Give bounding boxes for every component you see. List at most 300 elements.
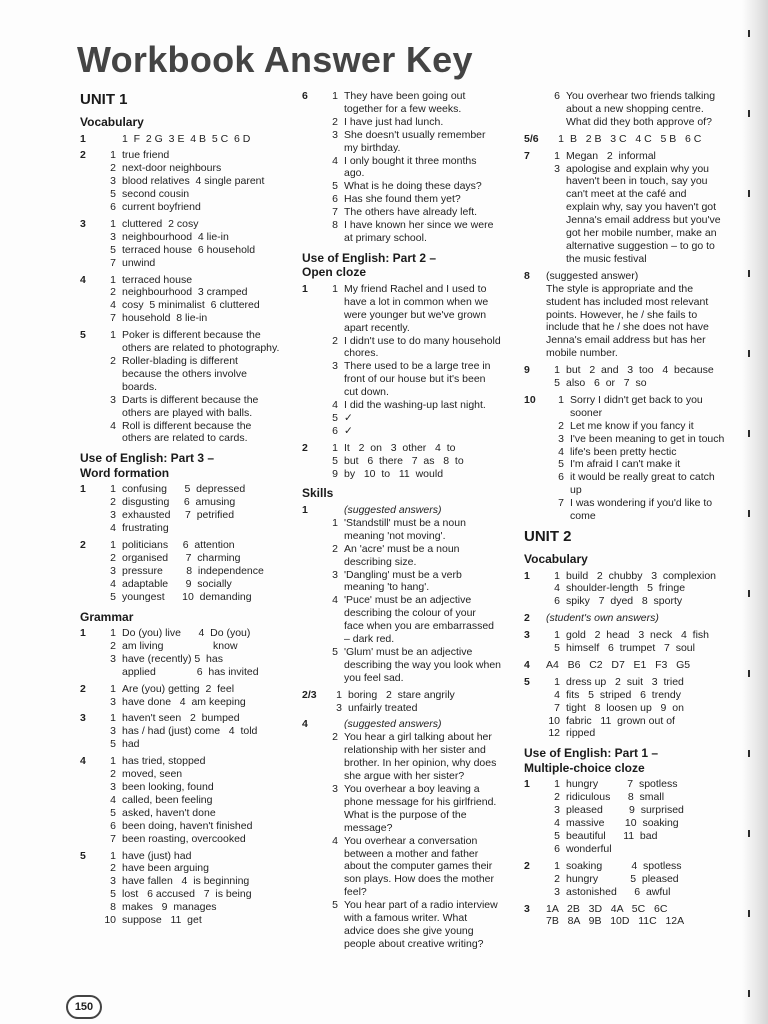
answer-text: Jenna's email address but you've — [566, 214, 721, 227]
answer-text: phone message for his girlfriend. — [344, 795, 497, 808]
answer-text: been doing, haven't finished — [122, 819, 253, 832]
item-number: 2 — [110, 496, 116, 509]
answer-line — [324, 296, 517, 309]
answer-line — [546, 629, 742, 642]
exercise — [80, 329, 295, 445]
answer-text: spiky 7 dyed 8 sporty — [566, 595, 683, 608]
answer-text: include that he / she does not have — [546, 321, 709, 334]
answer-line — [546, 659, 742, 672]
item-number: 3 — [110, 875, 116, 888]
answer-line — [546, 347, 742, 360]
item-number: 5 — [554, 377, 560, 390]
item-number: 6 — [332, 193, 338, 206]
answer-line — [550, 446, 742, 459]
answer-text: sooner — [570, 406, 603, 419]
exercise — [80, 539, 295, 604]
answer-line — [546, 201, 742, 214]
answer-text: apart recently. — [344, 321, 410, 334]
item-number: 7 — [110, 312, 116, 325]
exercise — [524, 778, 742, 855]
answer-text: can't meet at the café and — [566, 188, 687, 201]
answer-text: brother. In her opinion, why does — [344, 757, 497, 770]
binding-mark — [748, 750, 750, 757]
exercise-answers — [546, 570, 742, 609]
item-number: 1 — [554, 778, 560, 791]
item-number — [324, 103, 344, 116]
column-right — [524, 90, 742, 932]
exercise — [524, 612, 742, 625]
answer-line — [102, 725, 295, 738]
exercise-number: 2 — [80, 538, 86, 551]
answer-text: Sorry I didn't get back to you — [570, 393, 703, 406]
item-number: 1 — [332, 441, 338, 454]
item-number: 2 — [110, 862, 116, 875]
item-number — [324, 796, 344, 809]
answer-line — [102, 420, 295, 433]
answer-line — [102, 509, 295, 522]
answer-text: terraced house 6 household — [122, 243, 256, 256]
answer-line — [546, 715, 742, 728]
answer-text: I only bought it three months — [344, 154, 477, 167]
exercise-number: 3 — [80, 712, 86, 725]
answer-line — [546, 791, 742, 804]
answer-line — [546, 612, 742, 625]
answer-line — [324, 886, 517, 899]
answer-line — [324, 809, 517, 822]
answer-text: – dark red. — [344, 633, 395, 646]
section-heading: Grammar — [80, 609, 134, 624]
answer-text: I have known her since we were — [344, 219, 494, 232]
answer-text: 'Glum' must be an adjective — [344, 645, 473, 658]
answer-line — [546, 702, 742, 715]
answer-line — [324, 399, 517, 412]
item-number: 3 — [554, 804, 560, 817]
answer-line — [550, 484, 742, 497]
section-heading: Vocabulary — [80, 115, 144, 129]
exercise-answers — [546, 364, 742, 390]
item-number — [324, 886, 344, 899]
binding-mark — [748, 270, 750, 277]
answer-text: neighbourhood 4 lie-in — [122, 230, 229, 243]
item-number: 2 — [332, 542, 338, 555]
item-number: 6 — [110, 201, 116, 214]
answer-text: by 10 to 11 would — [344, 467, 444, 480]
exercise-number: 2 — [80, 682, 86, 695]
answer-text: disgusting 6 amusing — [122, 496, 236, 509]
answer-text: explain why, say you haven't got — [566, 201, 717, 214]
answer-text: Roller-blading is different — [122, 355, 238, 367]
item-number: 7 — [110, 832, 116, 845]
item-number: 4 — [554, 688, 560, 701]
answer-text: applied 6 has invited — [122, 665, 259, 678]
answer-line — [546, 582, 742, 595]
answer-line — [102, 286, 295, 299]
item-number: 3 — [554, 885, 560, 898]
answer-text: hungry 7 spotless — [566, 778, 678, 791]
answer-text: 'Dangling' must be a verb — [344, 568, 462, 581]
item-number: 2 — [332, 115, 338, 128]
item-number: 5 — [110, 806, 116, 819]
answer-line — [102, 162, 295, 175]
item-number: 3 — [332, 360, 338, 373]
answer-line — [546, 727, 742, 740]
answer-line — [102, 875, 295, 888]
answer-line — [550, 420, 742, 433]
answer-line — [324, 360, 517, 373]
answer-line — [324, 912, 517, 925]
answer-text: The others have already left. — [344, 206, 478, 219]
answer-line — [324, 504, 517, 517]
exercise-number: 2/3 — [302, 688, 317, 701]
answer-line — [546, 778, 742, 791]
answer-text: have (recently) 5 has — [122, 652, 223, 665]
item-number: 5 — [558, 458, 564, 471]
answer-text: cosy 5 minimalist 6 cluttered — [122, 299, 260, 312]
answer-text: has / had (just) come 4 told — [122, 725, 258, 738]
item-number: 5 — [554, 642, 560, 655]
item-number — [550, 484, 570, 497]
answer-text: ripped — [566, 727, 596, 740]
answer-text: You overhear two friends talking — [566, 90, 716, 102]
item-number: 3 — [110, 725, 116, 738]
answer-text: about a new shopping centre. — [566, 102, 704, 115]
item-number: 1 — [110, 849, 116, 862]
item-number — [324, 659, 344, 672]
exercise-number: 2 — [302, 441, 308, 454]
exercise-answers — [546, 629, 742, 655]
answer-line — [102, 552, 295, 565]
answer-line — [324, 835, 517, 848]
binding-mark — [748, 590, 750, 597]
item-number: 1 — [110, 755, 116, 768]
item-number — [102, 133, 122, 146]
answer-text: relationship with her sister and — [344, 744, 486, 757]
exercise — [524, 676, 742, 741]
item-number: 3 — [110, 230, 116, 243]
exercise — [80, 850, 295, 927]
exercise-number: 1 — [80, 132, 86, 145]
item-number — [324, 347, 344, 360]
exercise-number: 3 — [80, 217, 86, 230]
item-number — [324, 607, 344, 620]
exercise — [80, 133, 295, 146]
answer-line — [102, 653, 295, 666]
item-number: 4 — [110, 522, 116, 535]
item-number — [102, 407, 122, 420]
exercise-number: 4 — [302, 718, 308, 731]
answer-text: message? — [344, 821, 393, 834]
exercise-answers — [546, 903, 742, 929]
section-heading: Vocabulary — [524, 552, 588, 566]
item-number: 1 — [554, 364, 560, 377]
item-number: 2 — [110, 286, 116, 299]
item-number: 1 — [110, 538, 116, 551]
page-number: 150 — [66, 995, 102, 1019]
exercise-answers — [546, 659, 742, 672]
answer-text: been looking, found — [122, 780, 214, 793]
answer-text: Are (you) getting 2 feel — [122, 682, 235, 695]
item-number: 5 — [110, 738, 116, 751]
exercise-number — [524, 90, 546, 129]
answer-text: front of our house but it's been — [344, 373, 486, 386]
answer-line — [324, 718, 517, 731]
answer-text: had — [122, 738, 140, 751]
item-number — [550, 510, 570, 523]
answer-text: got her mobile number, make an — [566, 227, 717, 240]
exercise — [524, 90, 742, 129]
item-number — [324, 530, 344, 543]
item-number: 1 — [110, 483, 116, 496]
answer-text: also 6 or 7 so — [566, 377, 647, 390]
answer-text: called, been feeling — [122, 793, 213, 806]
item-number — [102, 368, 122, 381]
answer-line — [546, 595, 742, 608]
item-number: 10 — [548, 714, 560, 727]
answer-line — [324, 386, 517, 399]
exercise — [302, 90, 517, 245]
answer-text: am living know — [122, 639, 238, 652]
answer-text: advice does she give young — [344, 924, 474, 937]
exercise-answers — [102, 712, 295, 751]
section-heading: Use of English: Part 1 – Multiple-choice cloze — [524, 746, 659, 775]
answer-line — [102, 914, 295, 927]
binding-mark — [748, 510, 750, 517]
answer-line — [550, 433, 742, 446]
item-number — [324, 822, 344, 835]
answer-text: has tried, stopped — [122, 755, 206, 768]
answer-line — [102, 768, 295, 781]
item-number: 4 — [554, 817, 560, 830]
answer-text: (suggested answers) — [344, 503, 442, 516]
answer-text: pressure 8 independence — [122, 564, 264, 577]
page-title: Workbook Answer Key — [77, 39, 473, 80]
answer-line — [102, 312, 295, 325]
answer-text: up — [570, 484, 582, 497]
answer-line — [324, 116, 517, 129]
answer-line — [102, 133, 295, 146]
answer-text: ✓ — [344, 411, 353, 424]
answer-text: Let me know if you fancy it — [570, 419, 694, 432]
answer-line — [550, 407, 742, 420]
exercise — [80, 627, 295, 679]
exercise-answers — [102, 329, 295, 445]
answer-text: face when you are embarrassed — [344, 620, 494, 633]
answer-line — [550, 133, 742, 146]
answer-line — [324, 569, 517, 582]
answer-text: (suggested answers) — [344, 718, 442, 731]
item-number: 6 — [554, 595, 560, 608]
answer-text: ridiculous 8 small — [566, 791, 665, 804]
exercise-number: 1 — [302, 503, 308, 516]
answer-line — [102, 696, 295, 709]
item-number: 4 — [110, 793, 116, 806]
item-number: 4 — [110, 577, 116, 590]
item-number — [324, 744, 344, 757]
item-number — [546, 188, 566, 201]
answer-text: frustrating — [122, 522, 169, 535]
answer-text: I'm afraid I can't make it — [570, 458, 681, 471]
item-number: 2 — [110, 639, 116, 652]
answer-line — [324, 193, 517, 206]
answer-line — [546, 253, 742, 266]
item-number: 6 — [110, 819, 116, 832]
answer-line — [324, 796, 517, 809]
item-number — [102, 381, 122, 394]
answer-line — [550, 394, 742, 407]
exercise-number: 10 — [524, 393, 536, 406]
exercise-number: 6 — [302, 90, 308, 102]
answer-text: people about creative writing? — [344, 937, 484, 950]
exercise — [80, 483, 295, 535]
answer-text: himself 6 trumpet 7 soul — [566, 642, 695, 655]
answer-text: son plays. How does the mother — [344, 873, 494, 886]
answer-text: They have been going out — [344, 90, 466, 102]
answer-line — [324, 607, 517, 620]
answer-line — [102, 244, 295, 257]
item-number — [546, 116, 566, 129]
answer-line — [102, 407, 295, 420]
answer-text: I did the washing-up last night. — [344, 399, 486, 412]
answer-text: (student's own answers) — [546, 612, 659, 625]
answer-text: but 6 there 7 as 8 to — [344, 454, 464, 467]
answer-line — [324, 455, 517, 468]
answer-line — [546, 570, 742, 583]
answer-text: have (just) had — [122, 849, 192, 862]
item-number: 1 — [558, 393, 564, 406]
exercise-number: 3 — [524, 629, 530, 642]
exercise-number: 4 — [80, 755, 86, 768]
exercise-answers — [102, 627, 295, 679]
item-number: 3 — [110, 695, 116, 708]
answer-line — [546, 214, 742, 227]
answer-text: been roasting, overcooked — [122, 832, 246, 845]
answer-text: next-door neighbours — [122, 162, 222, 175]
exercise — [80, 712, 295, 751]
answer-line — [102, 666, 295, 679]
answer-line — [546, 817, 742, 830]
answer-line — [324, 103, 517, 116]
item-number: 3 — [558, 432, 564, 445]
answer-line — [102, 522, 295, 535]
exercise-answers — [324, 283, 517, 438]
answer-text: What did they both approve of? — [566, 115, 712, 128]
item-number: 4 — [332, 399, 338, 412]
answer-text: Poker is different because the — [122, 329, 261, 342]
answer-line — [102, 329, 295, 342]
item-number: 3 — [110, 393, 116, 406]
item-number — [546, 214, 566, 227]
exercise — [80, 218, 295, 270]
exercise-number: 9 — [524, 364, 530, 377]
exercise — [524, 903, 742, 929]
item-number: 3 — [110, 652, 116, 665]
item-number: 1 — [554, 569, 560, 582]
exercise-answers — [550, 133, 742, 146]
item-number: 2 — [110, 768, 116, 781]
exercise — [524, 364, 742, 390]
answer-text: haven't seen 2 bumped — [122, 712, 240, 725]
answer-line — [324, 783, 517, 796]
item-number — [324, 938, 344, 951]
answer-line — [102, 755, 295, 768]
item-number: 5 — [332, 645, 338, 658]
item-number: 3 — [332, 568, 338, 581]
answer-text: astonished 6 awful — [566, 885, 671, 898]
answer-line — [546, 296, 742, 309]
answer-line — [102, 683, 295, 696]
item-number: 5 — [332, 454, 338, 467]
answer-line — [546, 860, 742, 873]
answer-text: 'Standstill' must be a noun — [344, 516, 466, 529]
item-number: 5 — [332, 180, 338, 193]
item-number — [324, 848, 344, 861]
answer-line — [324, 219, 517, 232]
item-number: 5 — [554, 830, 560, 842]
item-number — [324, 757, 344, 770]
exercise-number: 7 — [524, 149, 530, 162]
answer-line — [102, 578, 295, 591]
answer-line — [102, 833, 295, 846]
answer-line — [324, 155, 517, 168]
item-number: 2 — [110, 355, 116, 367]
exercise — [80, 683, 295, 709]
answer-line — [328, 689, 517, 702]
exercise-number: 5 — [80, 849, 86, 862]
answer-line — [546, 903, 742, 916]
answer-line — [102, 368, 295, 381]
item-number: 1 — [332, 90, 338, 102]
answer-line — [324, 347, 517, 360]
exercise-number: 2 — [80, 149, 86, 162]
answer-text: student has included most relevant — [546, 295, 709, 308]
answer-line — [324, 938, 517, 951]
item-number: 4 — [110, 299, 116, 312]
item-number: 8 — [110, 901, 116, 914]
answer-line — [546, 689, 742, 702]
exercise — [302, 442, 517, 481]
answer-line — [546, 804, 742, 817]
item-number: 3 — [110, 175, 116, 188]
answer-line — [546, 163, 742, 176]
answer-text: unfairly treated — [348, 701, 418, 714]
exercise-answers — [102, 218, 295, 270]
item-number — [102, 432, 122, 445]
answer-text: (suggested answer) — [546, 269, 639, 282]
answer-line — [324, 556, 517, 569]
answer-text: gold 2 head 3 neck 4 fish — [566, 629, 710, 642]
answer-line — [102, 888, 295, 901]
answer-text: There used to be a large tree in — [344, 360, 491, 373]
item-number — [546, 253, 566, 266]
answer-line — [102, 738, 295, 751]
exercise — [524, 659, 742, 672]
answer-text: chores. — [344, 347, 379, 360]
item-number — [324, 633, 344, 646]
answer-line — [102, 862, 295, 875]
answer-line — [324, 517, 517, 530]
answer-line — [324, 90, 517, 103]
answer-line — [546, 642, 742, 655]
exercise-number: 1 — [524, 778, 530, 791]
answer-text: between a mother and father — [344, 847, 479, 860]
answer-text: she argue with her sister? — [344, 770, 465, 783]
item-number: 1 — [110, 149, 116, 162]
binding-mark — [748, 30, 750, 37]
answer-line — [324, 620, 517, 633]
item-number: 7 — [332, 206, 338, 219]
answer-text: dress up 2 suit 3 tried — [566, 675, 684, 688]
exercise-answers — [324, 504, 517, 685]
